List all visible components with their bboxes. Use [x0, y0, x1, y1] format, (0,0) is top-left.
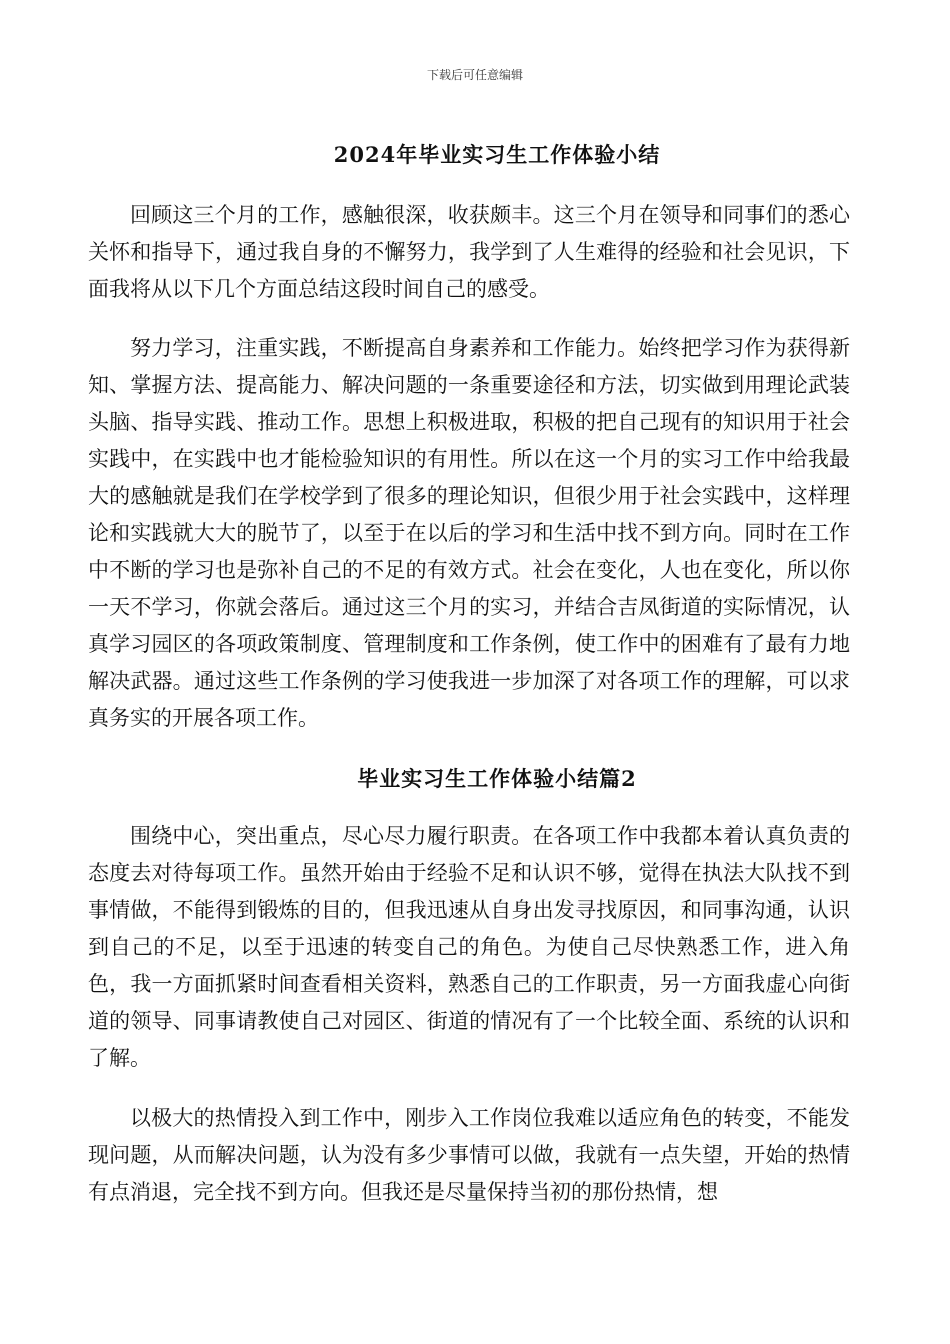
paragraph: 围绕中心，突出重点，尽心尽力履行职责。在各项工作中我都本着认真负责的态度去对待每项工作。虽然开始由于经验不足和认识不够，觉得在执法大队找不到事情做，不能得到锻炼的目的，但我迅速从自身出发寻找原因，和同事沟通，认识到自己的不足，以至于迅速的转变自己的角色。为使自己尽快熟悉工作，进入角色，我一方面抓紧时间查看相关资料，熟悉自己的工作职责，另一方面我虚心向街道的领导、同事请教使自己对园区、街道的情况有了一个比较全面、系统的认识和了解。 [88, 824, 850, 1070]
paragraph: 以极大的热情投入到工作中，刚步入工作岗位我难以适应角色的转变，不能发现问题，从而解决问题，认为没有多少事情可以做，我就有一点失望，开始的热情有点消退，完全找不到方向。但我还是尽量保持当初的那份热情，想 [88, 1106, 850, 1204]
paragraph: 回顾这三个月的工作，感触很深，收获颇丰。这三个月在领导和同事们的悉心关怀和指导下，通过我自身的不懈努力，我学到了人生难得的经验和社会见识，下面我将从以下几个方面总结这段时间自己的感受。 [88, 203, 850, 301]
page-header: 下载后可任意编辑 [426, 68, 523, 82]
paragraph: 努力学习，注重实践，不断提高自身素养和工作能力。始终把学习作为获得新知、掌握方法、提高能力、解决问题的一条重要途径和方法，切实做到用理论武装头脑、指导实践、推动工作。思想上积极进取，积极的把自己现有的知识用于社会实践中，在实践中也才能检验知识的有用性。所以在这一个月的实习工作中给我最大的感触就是我们在学校学到了很多的理论知识，但很少用于社会实践中，这样理论和实践就大大的脱节了，以至于在以后的学习和生活中找不到方向。同时在工作中不断的学习也是弥补自己的不足的有效方式。社会在变化，人也在变化，所以你一天不学习，你就会落后。通过这三个月的实习，并结合吉凤街道的实际情况，认真学习园区的各项政策制度、管理制度和工作条例，使工作中的困难有了最有力地解决武器。通过这些工作条例的学习使我进一步加深了对各项工作的理解，可以求真务实的开展各项工作。 [88, 336, 850, 730]
section-title: 毕业实习生工作体验小结篇2 [357, 766, 637, 791]
document-title: 2024年毕业实习生工作体验小结 [333, 142, 661, 167]
